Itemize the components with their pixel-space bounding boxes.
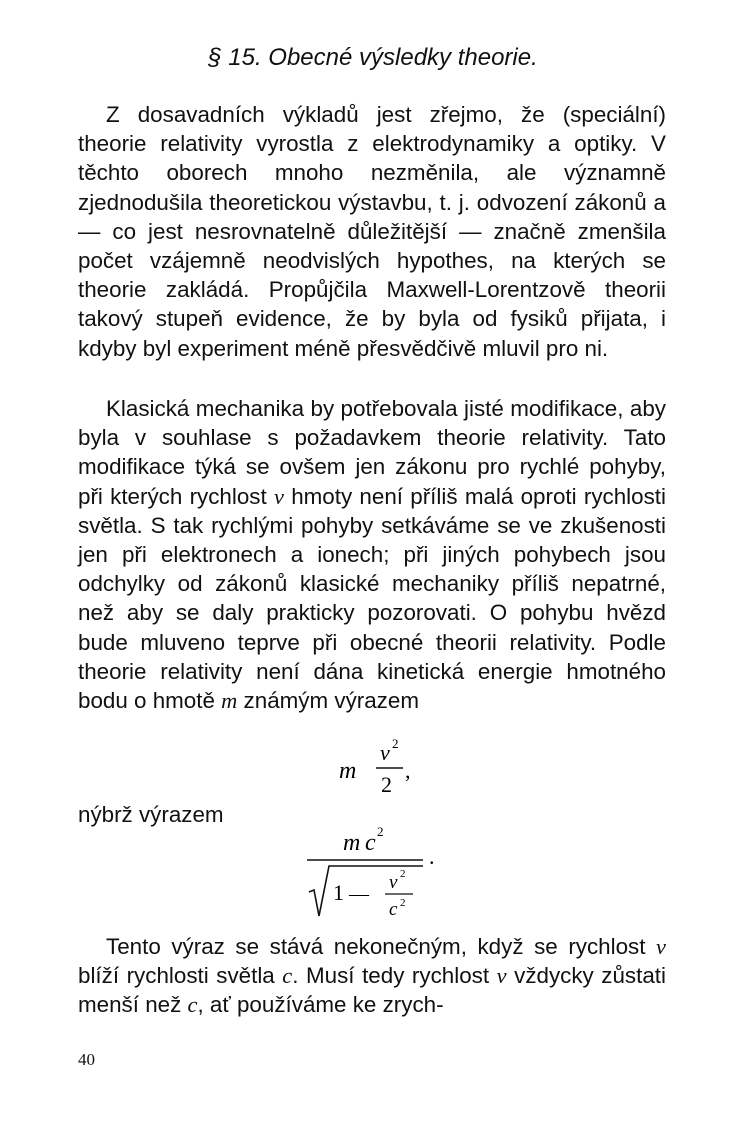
- formula2-c-den: c: [389, 899, 398, 920]
- formula1-num-v: v: [380, 740, 390, 765]
- formula2-minus: —: [349, 883, 369, 905]
- variable-c: c: [187, 992, 198, 1018]
- formula1-den: 2: [381, 772, 392, 797]
- paragraph-3-text-b: blíží rychlosti světla: [78, 963, 283, 989]
- paragraph-3-text-d: vždycky zůstati menší než: [78, 963, 666, 1018]
- page-number: 40: [78, 1050, 95, 1069]
- variable-v: v: [273, 483, 284, 509]
- section-heading: § 15. Obecné výsledky theorie.: [208, 44, 538, 71]
- formula2-punct: .: [429, 844, 435, 869]
- paragraph-2: [78, 394, 666, 715]
- formula2-c-exp: 2: [400, 897, 406, 909]
- paragraph-2-text-b: hmoty není příliš malá oproti rychlosti světla. S tak rychlými pohyby setkáváme se ve zkušenosti jen při elektronech a ionech; při jiných pohybech jsou odchylky od zákonů klasické mechaniky příliš nepatrné, než aby se daly prakticky pozorovati. O pohybu hvězd bude mluveno teprve při obecné theorii relativity. Podle theorie relativity není dána kinetická energie hmotného bodu o hmotě: [78, 483, 666, 714]
- formula-kinetic-energy: [335, 730, 415, 800]
- paragraph-1: Z dosavadních výkladů jest zřejmo, že (speciální) theorie relativity vyrostla z elektrodynamiky a optiky. V těchto oborech mnoho nezměnila, ale významně zjednodušila theoretickou výstavbu, t. j. odvození zákonů a — co jest nesrovnatelně důležitější — značně zmenšila počet vzájemně neodvislých hypothes, na kterých se theorie zakládá. Propůjčila Maxwell-Lorentzově theorii takový stupeň evidence, že by byla od fysiků přijata, i kdyby byl experiment méně přesvědčivě mluvil pro ni.: [78, 102, 666, 361]
- variable-v: v: [656, 934, 666, 959]
- paragraph-3-text-e: , ať používáme ke zrych-: [197, 992, 444, 1018]
- paragraph-2-text-c: známým výrazem: [237, 688, 419, 714]
- formula1-punct: ,: [405, 758, 411, 783]
- formula1-m: m: [339, 758, 357, 784]
- formula2-one: 1: [333, 880, 344, 905]
- paragraph-3: [78, 932, 666, 1020]
- formula2-c: c: [365, 830, 376, 856]
- formula-relativistic-energy: [305, 820, 445, 920]
- variable-c: c: [282, 963, 293, 989]
- formula2-lead-text: nýbrž výrazem: [78, 802, 224, 827]
- formula1-exp: 2: [392, 736, 399, 751]
- formula2-exp: 2: [377, 824, 384, 839]
- variable-m: m: [221, 688, 238, 714]
- variable-v: v: [496, 963, 507, 989]
- paragraph-3-text-a: Tento výraz se stává nekonečným, když se rychlost: [106, 934, 657, 959]
- formula2-v: v: [389, 872, 398, 893]
- formula2-v-exp: 2: [400, 868, 406, 880]
- paragraph-2-text-a: Klasická mechanika by potřebovala jisté modifikace, aby byla v souhlase s požadavkem theorie relativity. Tato modifikace týká se ovšem jen zákonu pro rychlé pohyby, při kterých rychlost: [78, 396, 666, 509]
- formula2-m: m: [343, 830, 361, 856]
- paragraph-3-text-c: . Musí tedy rychlost: [292, 963, 497, 989]
